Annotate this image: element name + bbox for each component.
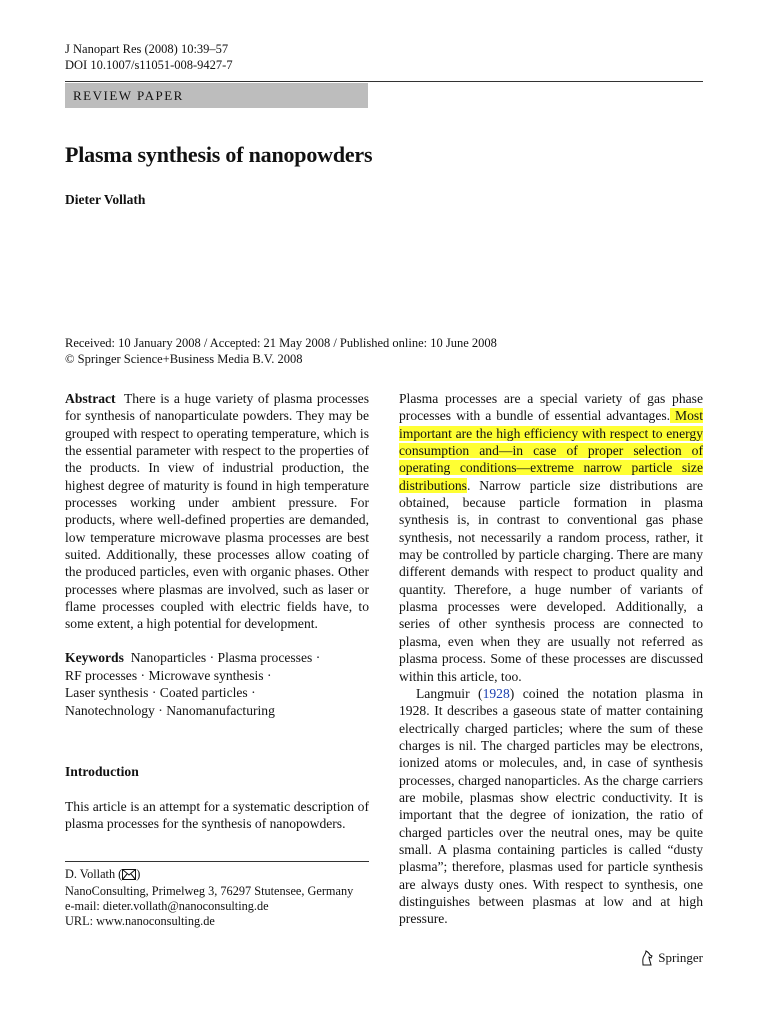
paragraph-text: Plasma processes are a special variety of gas phase processes with a bundle of essential advantages. — [399, 391, 703, 424]
contact-address: NanoConsulting, Primelweg 3, 76297 Stutensee, Germany — [65, 884, 354, 898]
keyword: RF processes — [65, 667, 138, 683]
contact-email[interactable]: e-mail: dieter.vollath@nanoconsulting.de — [65, 899, 269, 913]
paragraph-text: . Narrow particle size distributions are obtained, because particle formation in plasma synthesis is, in contrast to conventional gas phase synthesis, not necessarily a random process, rather, it may be controlled by particle charging. There are many different demands with respect to product quality and quantity. Therefore, a huge number of variants of plasma processes were developed. Additionally, a series of other synthesis process are connected to plasma, even when they are usually not referred as plasma process. Some of these processes are discussed within this article, too. — [399, 477, 703, 684]
introduction-heading: Introduction — [65, 764, 139, 779]
contact-url[interactable]: URL: www.nanoconsulting.de — [65, 914, 215, 928]
footnote-rule — [65, 861, 369, 862]
article-type-banner: REVIEW PAPER — [65, 83, 368, 108]
publisher-name: Springer — [658, 950, 703, 965]
contact-name-line — [65, 867, 353, 884]
keyword: Nanomanufacturing — [166, 702, 275, 718]
springer-horse-icon — [640, 950, 654, 966]
citation-link[interactable]: 1928 — [482, 685, 510, 701]
right-column — [399, 390, 703, 928]
doi-line: DOI 10.1007/s11051-008-9427-7 — [65, 58, 233, 72]
keywords: Keywords Nanoparticles · Plasma processes · RF processes · Microwave synthesis · Laser synthesis · Coated particles · Nanotechnology · Nanomanufacturing — [65, 650, 321, 718]
abstract-text: There is a huge variety of plasma processes for synthesis of nanoparticulate powders. They may be grouped with respect to operating temperature, which is the essential parameter with respect to the properties of the products. In view of industrial production, the highest degree of maturity is found in high temperature processes working under ambient pressure. For products, where well-defined properties are demanded, low temperature microwave plasma processes are best suited. Additionally, these processes allow coating of the produced particles, even with organic phases. Other processes where plasmas are involved, such as laser or flame processes coupled with electric fields have, to some extent, a high potential for development. — [65, 391, 370, 632]
keyword: Plasma processes — [217, 650, 313, 665]
copyright-line: © Springer Science+Business Media B.V. 2008 — [65, 352, 303, 366]
author-contact — [65, 867, 353, 929]
paragraph-text: ) coined the notation plasma in 1928. It describes a gaseous state of matter containing electrically charged particles; where the sum of these charges is nil. The charged particles may be electrons, ionized atoms or molecules, and, in case of synthesis processes, charged nanoparticles. As the charge carriers are mobile, plasmas show electric conductivity. It is important that the degree of ionization, the ratio of charged particles over the neutral ones, may be quite small. A plasma containing particles is called “dusty plasma”; therefore, plasmas used for particle synthesis are always dusty ones. With respect to synthesis, one distinguishes between plasmas at low and at high pressure. — [399, 685, 703, 927]
header-rule — [65, 81, 703, 82]
highlighted-text: Most important are the high efficiency with respect to energy consumption and—in case of proper selection of operating conditions—extreme narrow particle size distributions — [399, 408, 703, 493]
body-paragraph-1 — [399, 390, 703, 685]
paragraph-text: Langmuir ( — [416, 685, 483, 701]
contact-name: D. Vollath ( — [65, 867, 123, 881]
journal-line: J Nanopart Res (2008) 10:39–57 — [65, 42, 229, 56]
keyword: Nanotechnology — [65, 702, 155, 718]
body-paragraph-2 — [399, 685, 703, 928]
keyword: Coated particles — [159, 685, 248, 700]
envelope-icon[interactable] — [122, 869, 136, 884]
introduction-paragraph: This article is an attempt for a systematic description of plasma processes for the synthesis of nanopowders. — [65, 799, 369, 832]
keyword: Microwave synthesis — [148, 667, 264, 683]
publisher-logo — [640, 950, 703, 966]
author-name: Dieter Vollath — [65, 192, 146, 207]
keyword: Nanoparticles — [130, 650, 207, 665]
article-title: Plasma synthesis of nanopowders — [65, 142, 373, 167]
dates-line: Received: 10 January 2008 / Accepted: 21 May 2008 / Published online: 10 June 2008 — [65, 336, 497, 350]
journal-citation — [65, 41, 233, 73]
keyword: Laser synthesis — [65, 685, 149, 700]
abstract-label: Abstract — [65, 391, 116, 406]
introduction-text — [65, 798, 369, 833]
contact-name-close: ) — [136, 867, 141, 881]
keywords-label: Keywords — [65, 650, 124, 665]
abstract — [65, 390, 369, 633]
publication-history — [65, 335, 497, 367]
